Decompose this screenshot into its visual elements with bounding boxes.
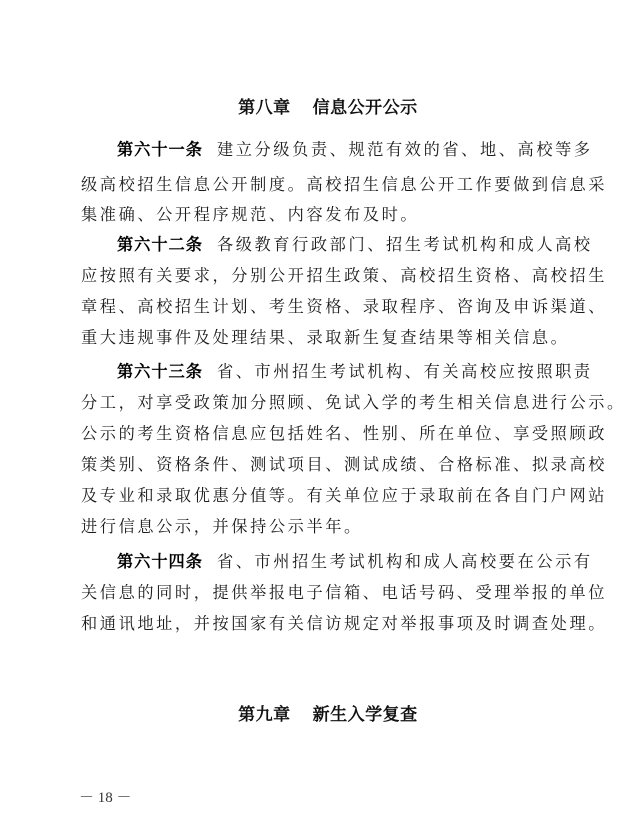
article-64-line-1 bbox=[117, 552, 593, 572]
article-text: 建立分级负责、规范有效的省、地、高校等多 bbox=[216, 140, 593, 159]
article-63-line-6: 进行信息公示，并保持公示半年。 bbox=[81, 517, 363, 536]
chapter-9-heading bbox=[0, 680, 630, 745]
article-62-line-1 bbox=[117, 235, 593, 255]
page-number: － 18 － bbox=[79, 790, 132, 806]
article-61-line-1 bbox=[117, 140, 593, 160]
article-61-line-3: 集准确、公开程序规范、内容发布及时。 bbox=[81, 205, 420, 224]
article-64-line-2: 关信息的同时，提供举报电子信箱、电话号码、受理举报的单位 bbox=[81, 583, 608, 602]
chapter-title-text: 新生入学复查 bbox=[312, 705, 418, 725]
article-62-line-2: 应按照有关要求，分别公开招生政策、高校招生资格、高校招生 bbox=[81, 266, 608, 285]
article-label: 第六十四条 bbox=[117, 552, 203, 571]
article-label: 第六十一条 bbox=[117, 140, 203, 159]
article-63-line-2: 分工，对享受政策加分照顾、免试入学的考生相关信息进行公示。 bbox=[81, 393, 626, 412]
chapter-label: 第八章 bbox=[238, 98, 291, 118]
article-63-line-4: 策类别、资格条件、测试项目、测试成绩、合格标准、拟录高校 bbox=[81, 455, 608, 474]
article-text: 省、市州招生考试机构、有关高校应按照职责 bbox=[216, 362, 593, 381]
article-label: 第六十二条 bbox=[117, 235, 203, 254]
article-63-line-3: 公示的考生资格信息应包括姓名、性别、所在单位、享受照顾政 bbox=[81, 424, 608, 443]
article-63-line-5: 及专业和录取优惠分值等。有关单位应于录取前在各自门户网站 bbox=[81, 486, 608, 505]
chapter-title-text: 信息公开公示 bbox=[312, 98, 418, 118]
article-text: 各级教育行政部门、招生考试机构和成人高校 bbox=[216, 235, 593, 254]
article-63-line-1 bbox=[117, 362, 593, 382]
article-label: 第六十三条 bbox=[117, 362, 203, 381]
article-64-line-3: 和通讯地址，并按国家有关信访规定对举报事项及时调查处理。 bbox=[81, 614, 608, 633]
article-62-line-3: 章程、高校招生计划、考生资格、录取程序、咨询及申诉渠道、 bbox=[81, 297, 608, 316]
chapter-label: 第九章 bbox=[238, 705, 291, 725]
article-61-line-2: 级高校招生信息公开制度。高校招生信息公开工作要做到信息采 bbox=[81, 175, 608, 194]
chapter-8-heading bbox=[0, 73, 630, 138]
article-62-line-4: 重大违规事件及处理结果、录取新生复查结果等相关信息。 bbox=[81, 328, 570, 347]
article-text: 省、市州招生考试机构和成人高校要在公示有 bbox=[216, 552, 593, 571]
